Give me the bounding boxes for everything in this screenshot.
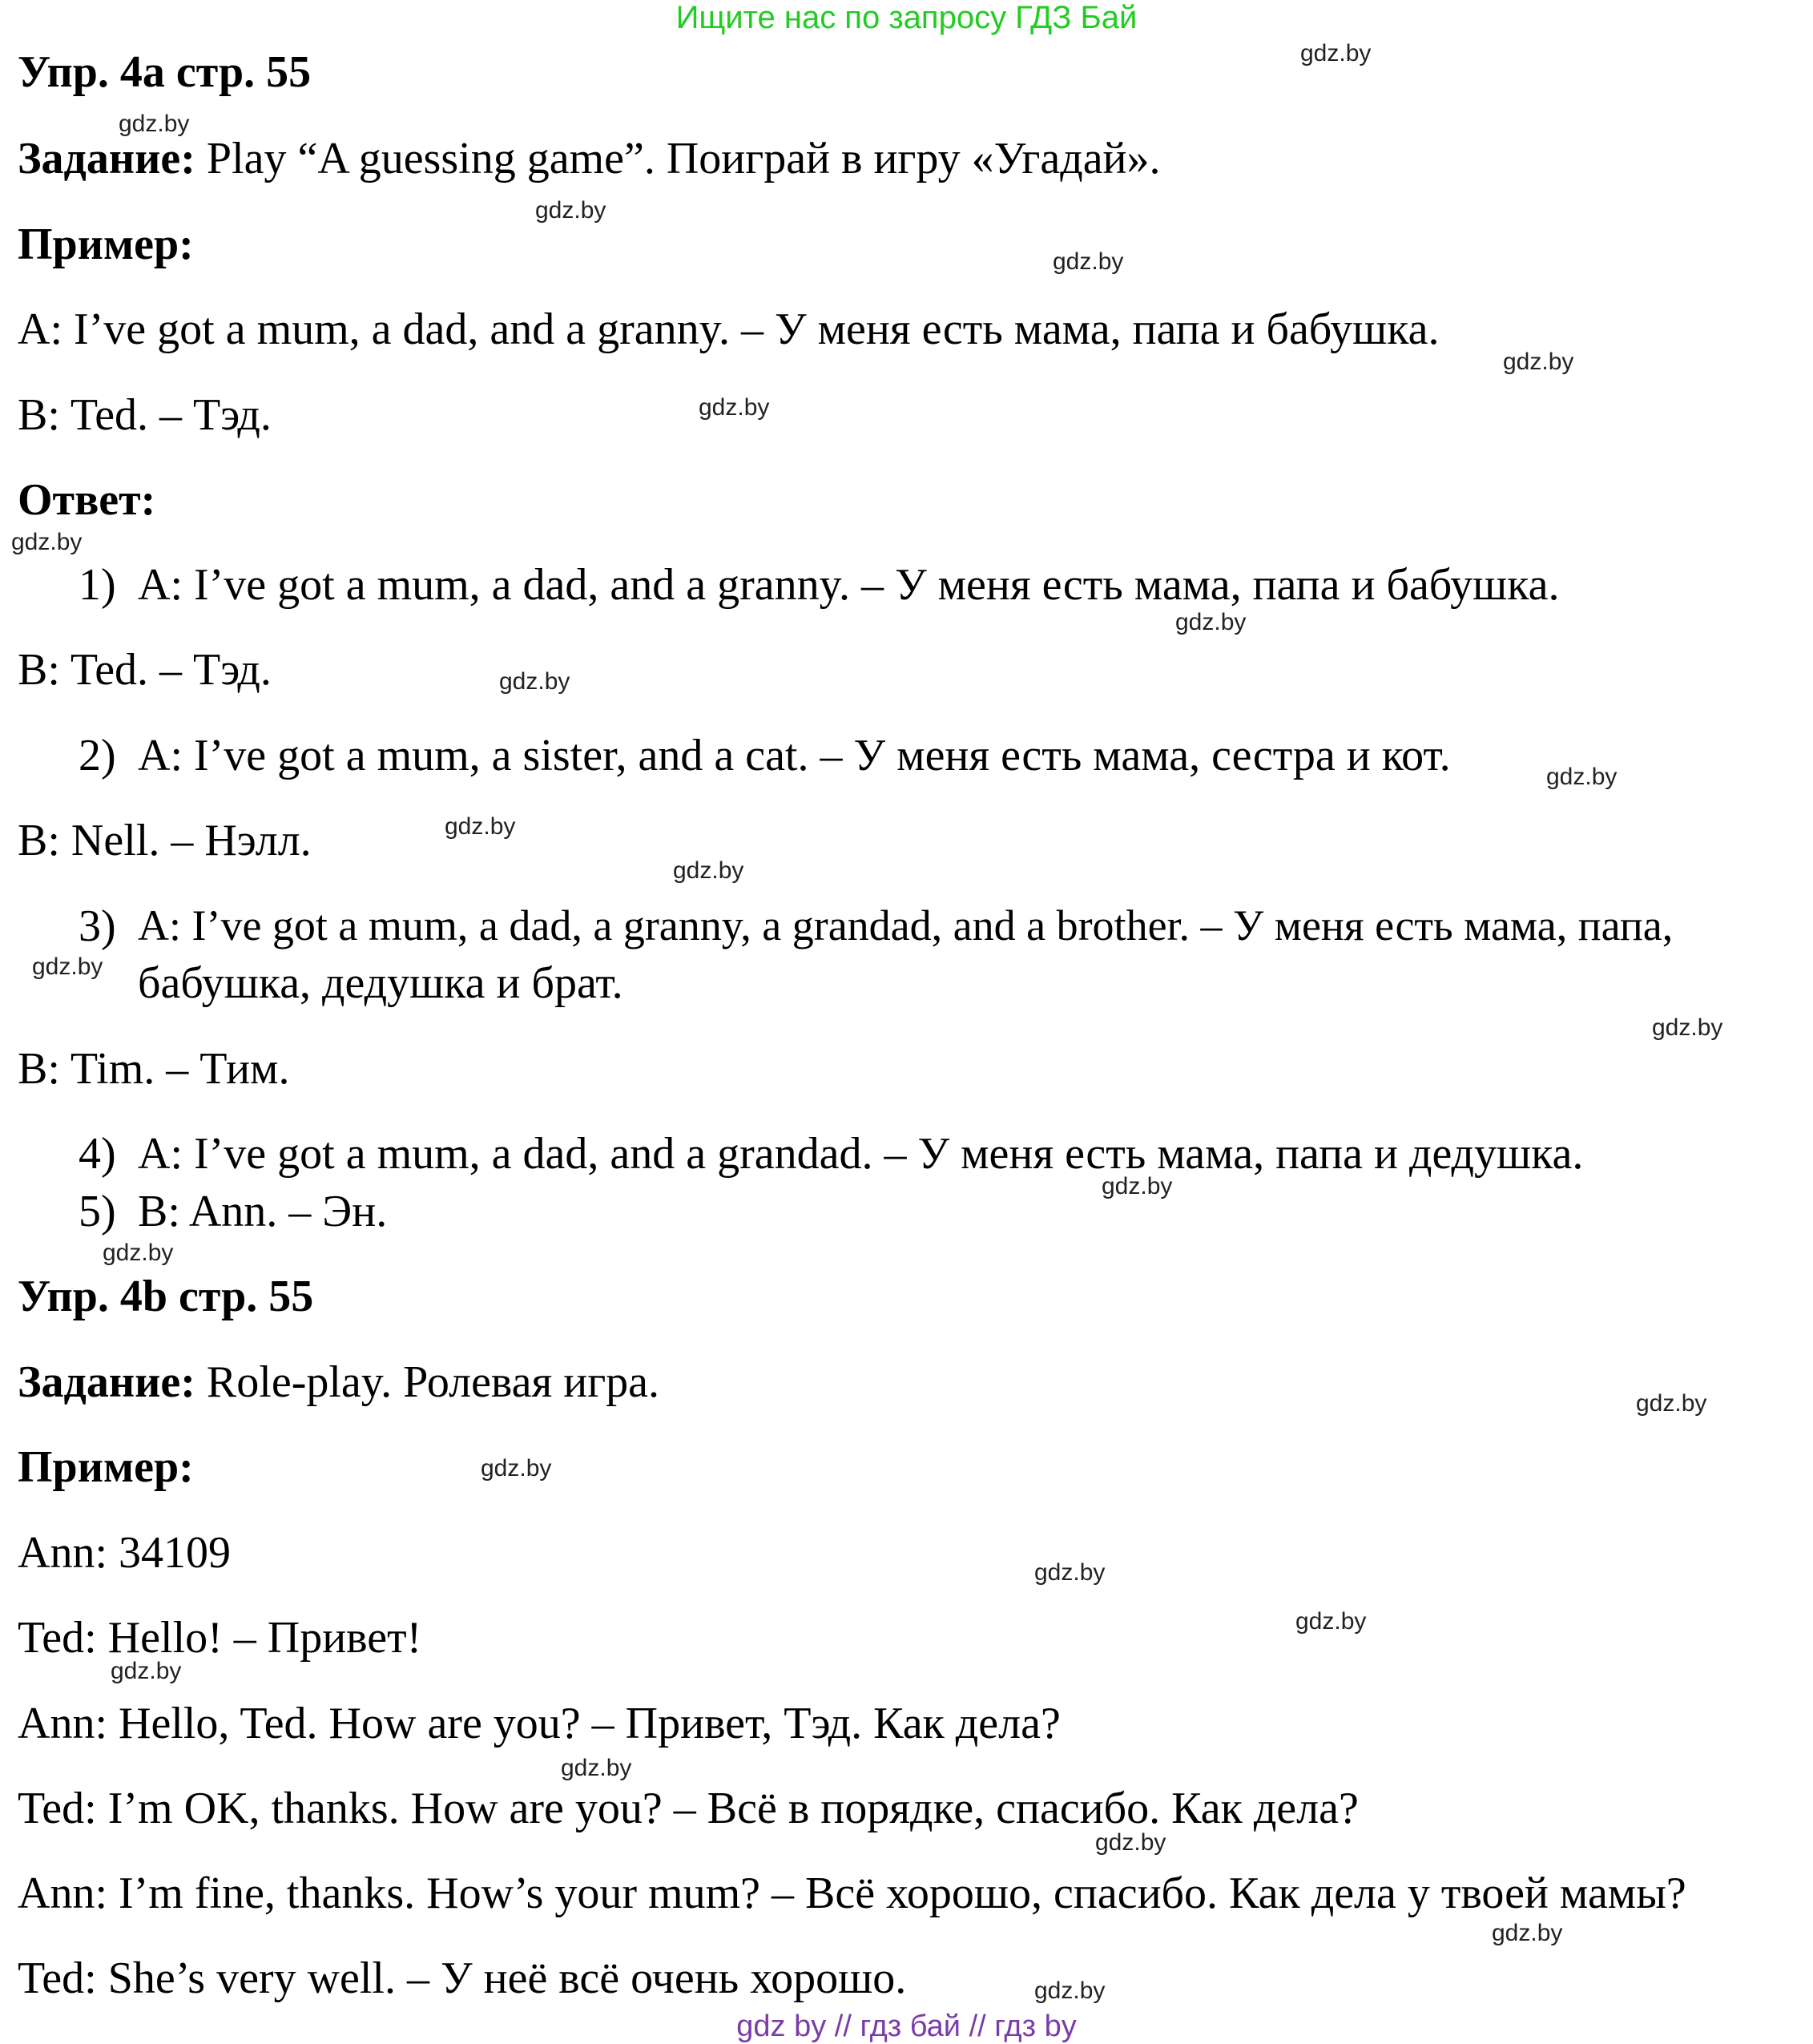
answer-2-number: 2)	[79, 731, 116, 780]
exercise-4b-example-label: Пример:	[18, 1442, 194, 1492]
watermark: gdz.by	[1492, 1920, 1563, 1946]
site-footer: gdz by // гдз бай // гдз by	[736, 2010, 1077, 2043]
exercise-4a-title: Упр. 4a стр. 55	[18, 47, 312, 97]
dialogue-line: Ann: I’m fine, thanks. How’s your mum? – Всё хорошо, спасибо. Как дела у твоей мамы?	[18, 1869, 1686, 1918]
watermark: gdz.by	[699, 394, 770, 421]
watermark: gdz.by	[445, 813, 516, 840]
answer-4-number: 4)	[79, 1129, 116, 1179]
watermark: gdz.by	[1652, 1014, 1723, 1041]
watermark: gdz.by	[499, 668, 570, 695]
watermark: gdz.by	[561, 1755, 632, 1781]
watermark: gdz.by	[1175, 609, 1247, 635]
exercise-4a-example-b: B: Ted. – Тэд.	[18, 390, 272, 440]
watermark: gdz.by	[673, 857, 744, 884]
watermark: gdz.by	[1053, 248, 1124, 275]
watermark: gdz.by	[1095, 1829, 1166, 1856]
watermark: gdz.by	[535, 197, 606, 224]
answer-2-a: A: I’ve got a mum, a sister, and a cat. – У меня есть мама, сестра и кот.	[138, 731, 1451, 780]
watermark: gdz.by	[103, 1240, 174, 1266]
exercise-4a-example-label: Пример:	[18, 220, 194, 269]
answer-3-a-cont: бабушка, дедушка и брат.	[138, 958, 623, 1008]
answer-5-number: 5)	[79, 1187, 116, 1236]
site-header: Ищите нас по запросу ГДЗ Бай	[675, 0, 1138, 35]
dialogue-line: Ted: Hello! – Привет!	[18, 1613, 422, 1663]
watermark: gdz.by	[1636, 1390, 1707, 1417]
exercise-4b-title: Упр. 4b стр. 55	[18, 1272, 314, 1321]
watermark: gdz.by	[1034, 1559, 1106, 1586]
dialogue-line: Ann: 34109	[18, 1528, 231, 1578]
exercise-4a-answer-label: Ответ:	[18, 475, 156, 525]
watermark: gdz.by	[1300, 40, 1372, 67]
exercise-4b-task	[18, 1357, 660, 1407]
task-label: Задание:	[18, 134, 195, 183]
dialogue-line: Ted: I’m OK, thanks. How are you? – Всё в порядке, спасибо. Как дела?	[18, 1784, 1359, 1833]
answer-1-number: 1)	[79, 560, 116, 610]
dialogue-line: Ted: She’s very well. – У неё всё очень хорошо.	[18, 1953, 907, 2003]
exercise-4a-example-a: A: I’ve got a mum, a dad, and a granny. – У меня есть мама, папа и бабушка.	[18, 304, 1440, 354]
watermark: gdz.by	[111, 1658, 182, 1684]
dialogue-line: Ann: Hello, Ted. How are you? – Привет, Тэд. Как дела?	[18, 1699, 1061, 1748]
exercise-4a-task	[18, 136, 1161, 181]
answer-3-a: A: I’ve got a mum, a dad, a granny, a grandad, and a brother. – У меня есть мама, папа,	[138, 901, 1674, 949]
answer-1-b: B: Ted. – Тэд.	[18, 645, 272, 695]
answer-3-number: 3)	[79, 901, 116, 951]
watermark: gdz.by	[1034, 1977, 1106, 2004]
watermark: gdz.by	[32, 953, 103, 980]
answer-5-a: B: Ann. – Эн.	[138, 1187, 388, 1236]
answer-4-a: A: I’ve got a mum, a dad, and a grandad. – У меня есть мама, папа и дедушка.	[138, 1129, 1584, 1179]
watermark: gdz.by	[481, 1455, 552, 1482]
watermark: gdz.by	[1295, 1608, 1367, 1635]
task-text: Play “A guessing game”. Поиграй в игру «Угадай».	[195, 134, 1161, 183]
answer-1-a: A: I’ve got a mum, a dad, and a granny. – У меня есть мама, папа и бабушка.	[138, 560, 1560, 610]
watermark: gdz.by	[11, 529, 83, 555]
answer-3-b: B: Tim. – Тим.	[18, 1044, 290, 1094]
watermark: gdz.by	[1546, 764, 1618, 790]
answer-2-b: B: Nell. – Нэлл.	[18, 816, 312, 865]
task-label: Задание:	[18, 1357, 195, 1407]
task-text: Role-play. Ролевая игра.	[195, 1357, 660, 1407]
watermark: gdz.by	[1503, 349, 1574, 375]
watermark: gdz.by	[1102, 1173, 1173, 1199]
watermark: gdz.by	[119, 111, 190, 137]
